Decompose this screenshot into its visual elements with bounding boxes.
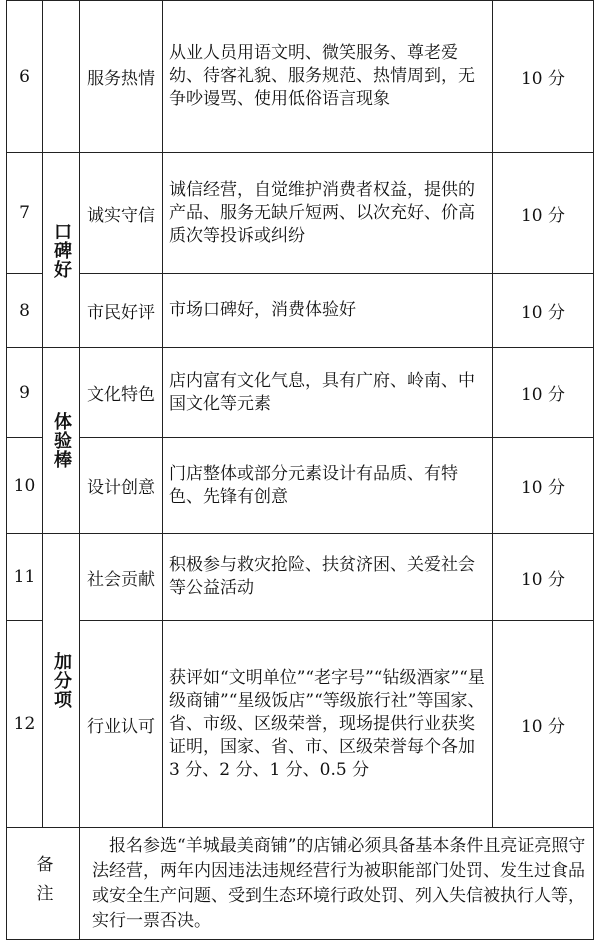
item-score-11: 10 分 <box>492 533 594 621</box>
category-koubei: 口碑好 <box>42 152 80 348</box>
item-name-12: 行业认可 <box>79 620 163 828</box>
row-number-6: 6 <box>6 0 43 153</box>
row-number-7: 7 <box>6 152 43 274</box>
category-tiyan: 体验棒 <box>42 347 80 534</box>
row-number-12: 12 <box>6 620 43 828</box>
item-name-10: 设计创意 <box>79 437 163 534</box>
item-score-12: 10 分 <box>492 620 594 828</box>
item-desc-6: 从业人员用语文明、微笑服务、尊老爱幼、待客礼貌、服务规范、热情周到，无争吵谩骂、使用低俗语言现象 <box>162 0 493 153</box>
note-text: 报名参选“羊城最美商铺”的店铺必须具备基本条件且亮证亮照守法经营，两年内因违法违规经营行为被职能部门处罚、发生过食品或安全生产问题、受到生态环境行政处罚、列入失信被执行人等，实行一票否决。 <box>79 827 594 940</box>
item-score-6: 10 分 <box>492 0 594 153</box>
criteria-table <box>6 0 594 940</box>
row-number-10: 10 <box>6 437 43 534</box>
item-score-9: 10 分 <box>492 347 594 438</box>
item-name-6: 服务热情 <box>79 0 163 153</box>
item-name-7: 诚实守信 <box>79 152 163 274</box>
note-label: 备注 <box>6 827 80 940</box>
item-name-8: 市民好评 <box>79 273 163 348</box>
item-desc-12: 获评如“文明单位”“老字号”“钻级酒家”“星级商铺”“星级饭店”“等级旅行社”等国家、省、市级、区级荣誉，现场提供行业获奖证明，国家、省、市、区级荣誉每个各加 3 分、2 分、1 分、0.5 分 <box>162 620 493 828</box>
item-name-9: 文化特色 <box>79 347 163 438</box>
row-number-11: 11 <box>6 533 43 621</box>
item-score-7: 10 分 <box>492 152 594 274</box>
item-desc-8: 市场口碑好，消费体验好 <box>162 273 493 348</box>
item-desc-10: 门店整体或部分元素设计有品质、有特色、先锋有创意 <box>162 437 493 534</box>
item-desc-9: 店内富有文化气息，具有广府、岭南、中国文化等元素 <box>162 347 493 438</box>
item-score-8: 10 分 <box>492 273 594 348</box>
row-number-9: 9 <box>6 347 43 438</box>
item-name-11: 社会贡献 <box>79 533 163 621</box>
item-desc-7: 诚信经营，自觉维护消费者权益，提供的产品、服务无缺斤短两、以次充好、价高质次等投诉或纠纷 <box>162 152 493 274</box>
item-desc-11: 积极参与救灾抢险、扶贫济困、关爱社会等公益活动 <box>162 533 493 621</box>
category-jiafen: 加分项 <box>42 533 80 828</box>
row-number-8: 8 <box>6 273 43 348</box>
item-score-10: 10 分 <box>492 437 594 534</box>
category-cell-empty-top <box>42 0 80 153</box>
